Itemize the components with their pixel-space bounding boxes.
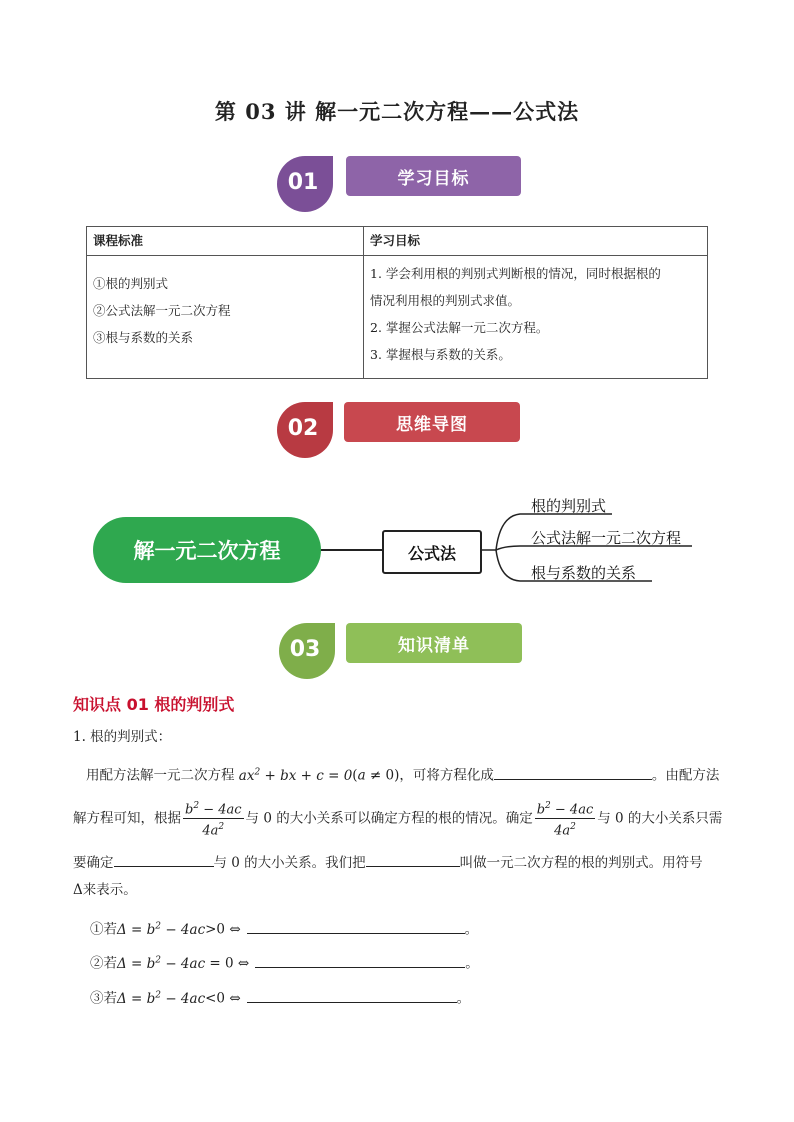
case-formula: $\Delta = b^2 - 4ac$	[117, 921, 206, 938]
text-span: 与 0 的大小关系可以确定方程的根的情况。确定	[245, 810, 533, 827]
section-badge-01	[270, 152, 522, 212]
discriminant-fraction: $\frac{b^2 - 4ac}{4a^2}$	[535, 798, 596, 840]
paragraph-line-1	[86, 762, 726, 786]
goals-cell	[364, 256, 708, 379]
standard-item: ②公式法解一元二次方程	[93, 303, 231, 318]
section-number: 03	[289, 636, 321, 662]
fill-blank[interactable]	[114, 852, 214, 867]
goal-item: 情况利用根的判别式求值。	[370, 293, 521, 308]
standards-cell	[87, 256, 364, 379]
paragraph-line-3	[73, 852, 733, 873]
fill-blank[interactable]	[255, 953, 465, 968]
case-operator: <0 ⇔	[205, 990, 241, 1007]
mind-map-leaf: 根的判别式	[531, 497, 607, 515]
case-operator: >0 ⇔	[205, 921, 241, 938]
case-operator: = 0 ⇔	[209, 955, 250, 972]
case-end: 。	[456, 990, 471, 1007]
paragraph-line-4: Δ来表示。	[73, 882, 137, 898]
section-number: 02	[287, 415, 319, 441]
case-end: 。	[465, 955, 479, 972]
section-badge-03	[272, 619, 524, 679]
text-span: 。由配方法	[651, 767, 720, 784]
standard-item: ③根与系数的关系	[93, 330, 194, 345]
case-formula: $\Delta = b^2 - 4ac$	[117, 990, 206, 1007]
section-badge-02	[270, 398, 522, 458]
knowledge-point-heading: 知识点 01 根的判别式	[73, 695, 235, 714]
standard-item: ①根的判别式	[93, 276, 169, 291]
case-line-1	[90, 916, 478, 940]
equation-condition: (a ≠ 0)	[352, 767, 400, 784]
case-prefix: ③若	[90, 990, 117, 1007]
case-line-2	[90, 950, 479, 974]
paragraph-line-2	[73, 798, 733, 840]
case-formula: $\Delta = b^2 - 4ac$	[117, 955, 210, 972]
text-span: 与 0 的大小关系。我们把	[213, 855, 366, 871]
fill-blank[interactable]	[247, 988, 457, 1003]
section-label: 思维导图	[344, 402, 520, 442]
case-prefix: ②若	[90, 955, 117, 972]
page-title: 第 03 讲 解一元二次方程——公式法	[214, 99, 580, 124]
item-label: 1. 根的判别式：	[73, 729, 172, 745]
mind-map-leaf: 公式法解一元二次方程	[531, 529, 682, 547]
text-span: ，可将方程化成	[399, 767, 494, 784]
text-span: 解方程可知，根据	[73, 810, 181, 827]
goal-item: 3. 掌握根与系数的关系。	[370, 347, 511, 362]
goal-item: 1. 学会利用根的判别式判断根的情况，同时根据根的	[370, 266, 661, 281]
section-number: 01	[287, 169, 319, 195]
text-span: 用配方法解一元二次方程	[86, 767, 235, 784]
table-header: 学习目标	[364, 227, 708, 256]
case-prefix: ①若	[90, 921, 117, 938]
text-span: 与 0 的大小关系只需	[597, 810, 723, 827]
objectives-table	[86, 226, 708, 379]
goal-item: 2. 掌握公式法解一元二次方程。	[370, 320, 549, 335]
equation: $ax^2$ + bx + c = 0	[234, 767, 353, 784]
section-label: 学习目标	[346, 156, 521, 196]
fill-blank[interactable]	[494, 765, 652, 780]
discriminant-fraction: $\frac{b^2 - 4ac}{4a^2}$	[183, 798, 244, 840]
text-span: 要确定	[73, 855, 114, 871]
fill-blank[interactable]	[247, 919, 465, 934]
section-label: 知识清单	[346, 623, 522, 663]
case-end: 。	[464, 921, 479, 938]
mind-map-leaf: 根与系数的关系	[531, 564, 637, 582]
mind-map-main-node: 解一元二次方程	[93, 517, 321, 583]
mind-map-node: 公式法	[382, 530, 482, 574]
text-span: 叫做一元二次方程的根的判别式。用符号	[459, 855, 703, 871]
case-line-3	[90, 985, 470, 1009]
table-header: 课程标准	[87, 227, 364, 256]
fill-blank[interactable]	[366, 852, 460, 867]
